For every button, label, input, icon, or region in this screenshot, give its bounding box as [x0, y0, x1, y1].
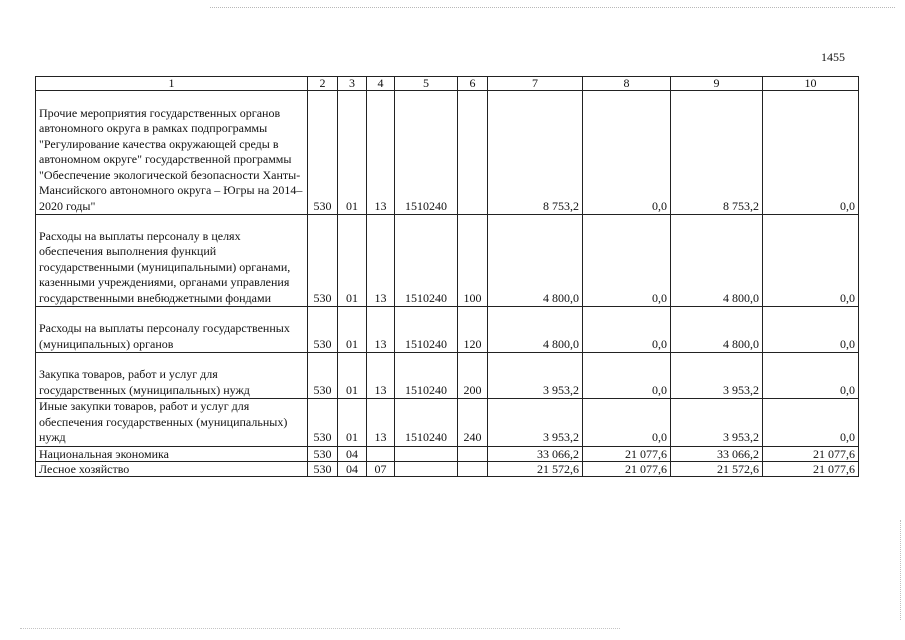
- section-code: 01: [338, 399, 367, 447]
- amount-col7: 4 800,0: [488, 215, 583, 307]
- row-name: Расходы на выплаты персоналу в целях обеспечения выполнения функций государственными (муниципальными) органами, казенными учреждениями, органами управления государственными внебюджетными фондами: [36, 215, 308, 307]
- expense-type-code: 200: [458, 353, 488, 399]
- amount-col10: 0,0: [763, 353, 859, 399]
- section-code: 04: [338, 446, 367, 461]
- row-name: Закупка товаров, работ и услуг для государственных (муниципальных) нужд: [36, 353, 308, 399]
- ministry-code: 530: [308, 307, 338, 353]
- section-code: 01: [338, 353, 367, 399]
- table-row: [36, 446, 859, 461]
- amount-col8: 0,0: [583, 307, 671, 353]
- column-header: 1: [36, 77, 308, 91]
- subsection-code: 13: [367, 307, 395, 353]
- column-header: 9: [671, 77, 763, 91]
- amount-col7: 4 800,0: [488, 307, 583, 353]
- amount-col8: 0,0: [583, 91, 671, 215]
- ministry-code: 530: [308, 353, 338, 399]
- amount-col10: 0,0: [763, 91, 859, 215]
- target-article-code: 1510240: [395, 353, 458, 399]
- row-name: Иные закупки товаров, работ и услуг для обеспечения государственных (муниципальных) нужд: [36, 399, 308, 447]
- scan-artifact-bottom: [20, 628, 620, 629]
- amount-col10: 21 077,6: [763, 461, 859, 476]
- table-row: [36, 461, 859, 476]
- ministry-code: 530: [308, 461, 338, 476]
- subsection-code: 13: [367, 353, 395, 399]
- amount-col10: 0,0: [763, 307, 859, 353]
- amount-col9: 21 572,6: [671, 461, 763, 476]
- amount-col7: 21 572,6: [488, 461, 583, 476]
- amount-col8: 0,0: [583, 399, 671, 447]
- expense-type-code: 120: [458, 307, 488, 353]
- amount-col9: 3 953,2: [671, 399, 763, 447]
- target-article-code: 1510240: [395, 91, 458, 215]
- budget-table: [35, 76, 859, 477]
- target-article-code: [395, 461, 458, 476]
- expense-type-code: [458, 446, 488, 461]
- column-header: 6: [458, 77, 488, 91]
- target-article-code: 1510240: [395, 399, 458, 447]
- amount-col7: 3 953,2: [488, 399, 583, 447]
- amount-col10: 21 077,6: [763, 446, 859, 461]
- column-header: 10: [763, 77, 859, 91]
- amount-col9: 33 066,2: [671, 446, 763, 461]
- page-number: 1455: [821, 50, 845, 64]
- row-name: Прочие мероприятия государственных органов автономного округа в рамках подпрограммы "Регулирование качества окружающей среды в автономном округе" государственной программы "Обеспечение экологической безопасности Ханты-Мансийского автономного округа – Югры на 2014–2020 годы": [36, 91, 308, 215]
- column-header: 8: [583, 77, 671, 91]
- target-article-code: [395, 446, 458, 461]
- expense-type-code: [458, 91, 488, 215]
- amount-col7: 33 066,2: [488, 446, 583, 461]
- ministry-code: 530: [308, 399, 338, 447]
- section-code: 01: [338, 215, 367, 307]
- section-code: 04: [338, 461, 367, 476]
- expense-type-code: [458, 461, 488, 476]
- ministry-code: 530: [308, 446, 338, 461]
- scan-artifact-right-edge: [900, 520, 901, 620]
- expense-type-code: 100: [458, 215, 488, 307]
- amount-col8: 21 077,6: [583, 446, 671, 461]
- scan-artifact-top: [210, 7, 895, 8]
- amount-col7: 8 753,2: [488, 91, 583, 215]
- column-header: 7: [488, 77, 583, 91]
- subsection-code: 07: [367, 461, 395, 476]
- row-name: Расходы на выплаты персоналу государственных (муниципальных) органов: [36, 307, 308, 353]
- subsection-code: 13: [367, 91, 395, 215]
- table-header-row: [36, 77, 859, 91]
- table-row: [36, 91, 859, 215]
- subsection-code: [367, 446, 395, 461]
- amount-col9: 4 800,0: [671, 215, 763, 307]
- table-row: [36, 215, 859, 307]
- subsection-code: 13: [367, 215, 395, 307]
- amount-col7: 3 953,2: [488, 353, 583, 399]
- amount-col9: 8 753,2: [671, 91, 763, 215]
- column-header: 2: [308, 77, 338, 91]
- subsection-code: 13: [367, 399, 395, 447]
- amount-col10: 0,0: [763, 399, 859, 447]
- section-code: 01: [338, 307, 367, 353]
- amount-col9: 3 953,2: [671, 353, 763, 399]
- column-header: 5: [395, 77, 458, 91]
- amount-col8: 0,0: [583, 215, 671, 307]
- amount-col9: 4 800,0: [671, 307, 763, 353]
- ministry-code: 530: [308, 91, 338, 215]
- amount-col10: 0,0: [763, 215, 859, 307]
- amount-col8: 0,0: [583, 353, 671, 399]
- column-header: 3: [338, 77, 367, 91]
- table-row: [36, 353, 859, 399]
- table-row: [36, 307, 859, 353]
- section-code: 01: [338, 91, 367, 215]
- expense-type-code: 240: [458, 399, 488, 447]
- row-name: Лесное хозяйство: [36, 461, 308, 476]
- table-row: [36, 399, 859, 447]
- target-article-code: 1510240: [395, 215, 458, 307]
- row-name: Национальная экономика: [36, 446, 308, 461]
- column-header: 4: [367, 77, 395, 91]
- target-article-code: 1510240: [395, 307, 458, 353]
- ministry-code: 530: [308, 215, 338, 307]
- amount-col8: 21 077,6: [583, 461, 671, 476]
